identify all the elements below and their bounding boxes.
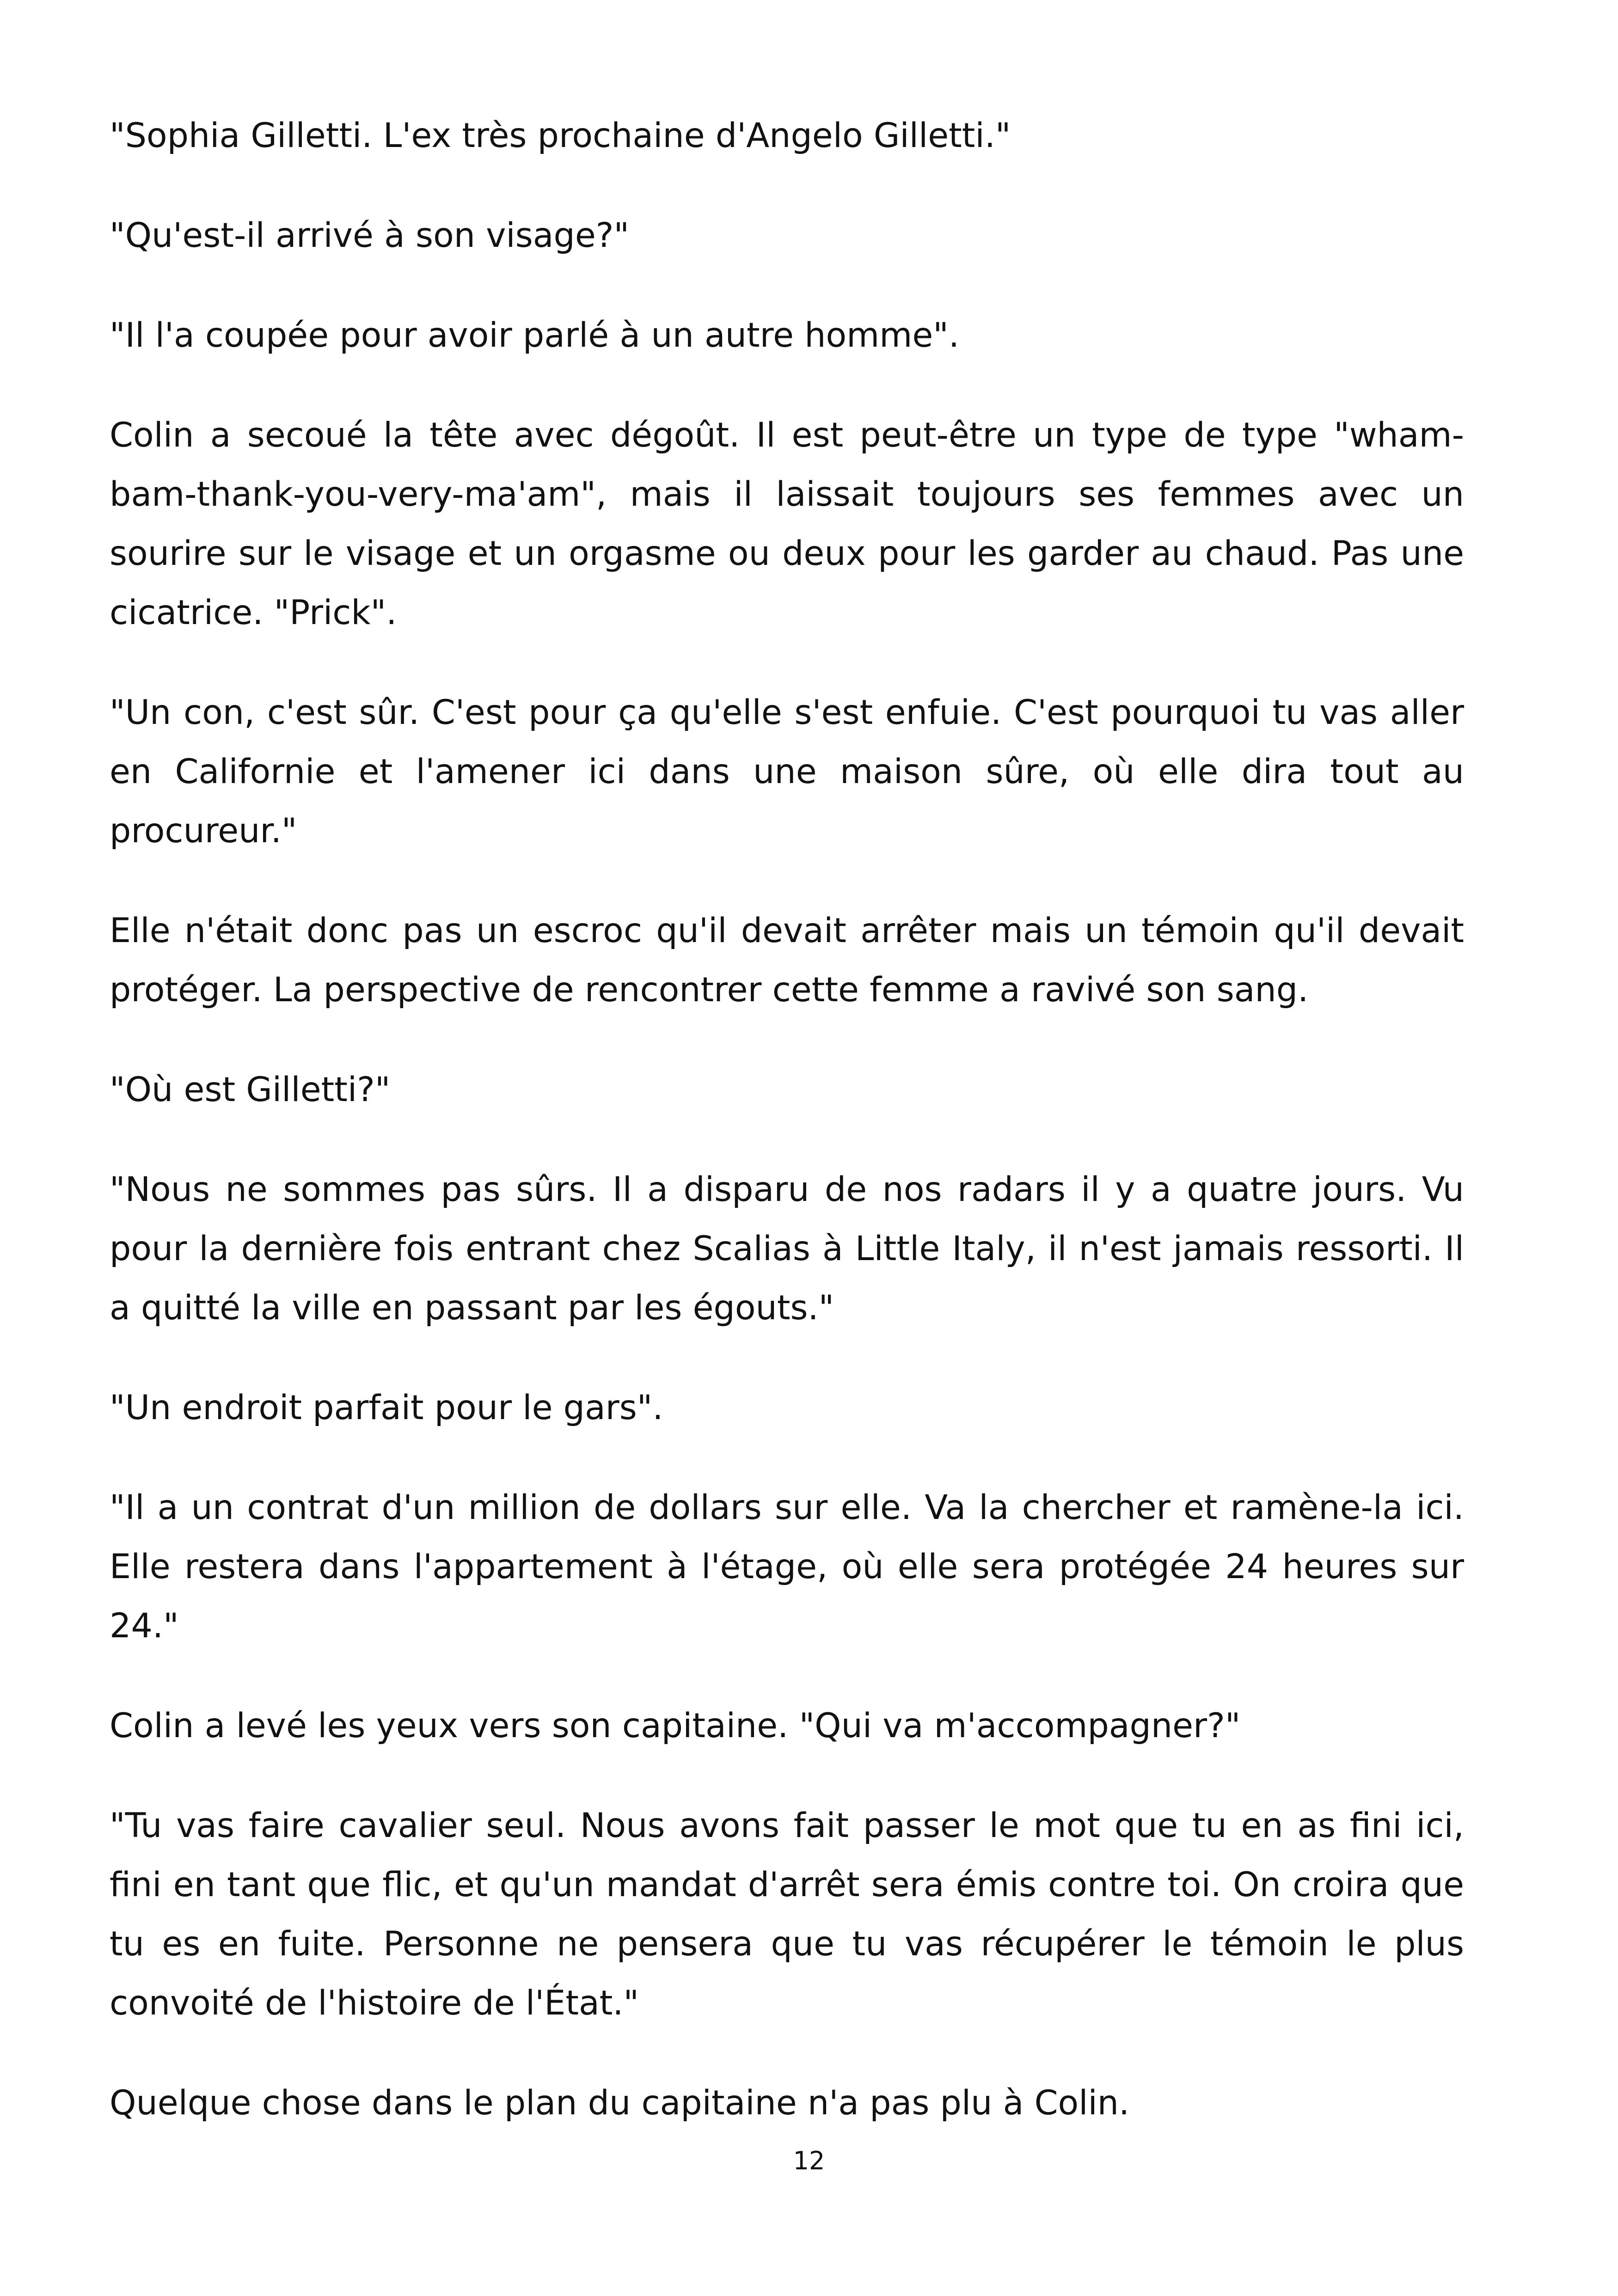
paragraph-11: Colin a levé les yeux vers son capitaine. "Qui va m'accompagner?" [110,1706,1241,1745]
document-body [110,106,1464,2133]
paragraph-13: Quelque chose dans le plan du capitaine n'a pas plu à Colin. [110,2083,1130,2123]
paragraph-2: "Qu'est-il arrivé à son visage?" [110,216,630,255]
paragraph-9: "Un endroit parfait pour le gars". [110,1388,663,1427]
paragraph-10: "Il a un contrat d'un million de dollars sur elle. Va la chercher et ramène-la ici. Elle restera dans l'appartement à l'étage, où elle sera protégée 24 heures sur 24." [110,1488,1464,1646]
paragraph-5: "Un con, c'est sûr. C'est pour ça qu'elle s'est enfuie. C'est pourquoi tu vas aller en Californie et l'amener ici dans une maison sûre, où elle dira tout au procureur." [110,693,1464,851]
paragraph-6: Elle n'était donc pas un escroc qu'il devait arrêter mais un témoin qu'il devait protéger. La perspective de rencontrer cette femme a ravivé son sang. [110,911,1464,1010]
paragraph-7: "Où est Gilletti?" [110,1070,391,1109]
paragraph-1: "Sophia Gilletti. L'ex très prochaine d'Angelo Gilletti." [110,116,1011,155]
paragraph-8: "Nous ne sommes pas sûrs. Il a disparu de nos radars il y a quatre jours. Vu pour la dernière fois entrant chez Scalias à Little Italy, il n'est jamais ressorti. Il a quitté la ville en passant par les égouts." [110,1170,1464,1328]
page-number: 12 [793,2146,825,2175]
paragraph-3: "Il l'a coupée pour avoir parlé à un autre homme". [110,316,960,355]
paragraph-4: Colin a secoué la tête avec dégoût. Il est peut-être un type de type "wham-bam-thank-you-very-ma'am", mais il laissait toujours ses femmes avec un sourire sur le visage et un orgasme ou deux pour les garder au chaud. Pas une cicatrice. "Prick". [110,416,1464,632]
paragraph-12: "Tu vas faire cavalier seul. Nous avons fait passer le mot que tu en as fini ici, fini en tant que flic, et qu'un mandat d'arrêt sera émis contre toi. On croira que tu es en fuite. Personne ne pensera que tu vas récupérer le témoin le plus convoité de l'histoire de l'État." [110,1806,1464,2023]
